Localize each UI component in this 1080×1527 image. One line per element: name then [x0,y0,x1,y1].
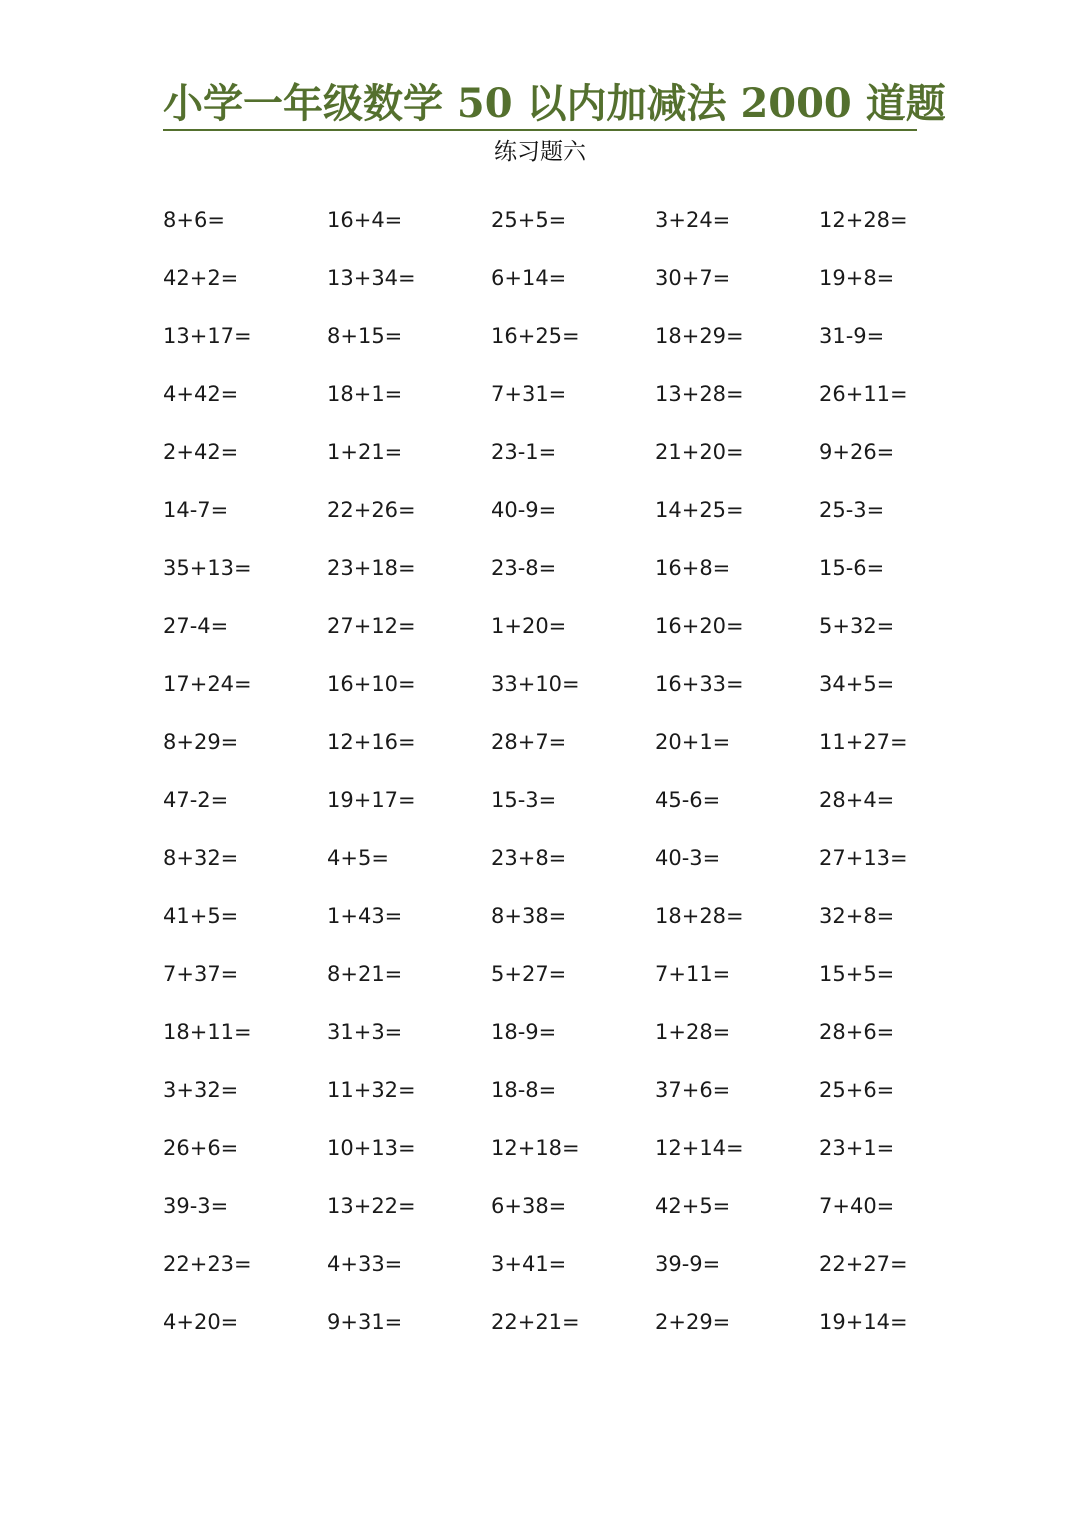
problem-item: 8+38= [491,904,567,928]
problem-item: 16+20= [655,614,744,638]
problem-item: 23+8= [491,846,567,870]
problem-item: 4+5= [327,846,389,870]
problem-item: 18-8= [491,1078,557,1102]
problem-item: 47-2= [163,788,229,812]
problem-item: 1+20= [491,614,567,638]
problem-item: 6+14= [491,266,567,290]
problem-item: 1+28= [655,1020,731,1044]
page-subtitle: 练习题六 [494,139,586,165]
problem-item: 25-3= [819,498,885,522]
problem-item: 12+18= [491,1136,580,1160]
problem-item: 31+3= [327,1020,403,1044]
problem-item: 13+28= [655,382,744,406]
problem-item: 25+6= [819,1078,895,1102]
problem-item: 7+31= [491,382,567,406]
problem-item: 16+25= [491,324,580,348]
problem-item: 2+42= [163,440,239,464]
problem-item: 8+6= [163,208,225,232]
problem-item: 40-3= [655,846,721,870]
problem-item: 41+5= [163,904,239,928]
problem-item: 18-9= [491,1020,557,1044]
problem-item: 19+8= [819,266,895,290]
problem-item: 8+32= [163,846,239,870]
problem-item: 30+7= [655,266,731,290]
problem-item: 15-6= [819,556,885,580]
problem-item: 28+6= [819,1020,895,1044]
problem-item: 9+31= [327,1310,403,1334]
problem-item: 12+16= [327,730,416,754]
problem-item: 7+40= [819,1194,895,1218]
problem-item: 18+1= [327,382,403,406]
problem-item: 15+5= [819,962,895,986]
problem-item: 26+11= [819,382,908,406]
problem-item: 33+10= [491,672,580,696]
problem-item: 15-3= [491,788,557,812]
problem-item: 11+32= [327,1078,416,1102]
problem-item: 22+23= [163,1252,252,1276]
problem-item: 12+14= [655,1136,744,1160]
problem-item: 22+27= [819,1252,908,1276]
problem-item: 11+27= [819,730,908,754]
problem-item: 19+17= [327,788,416,812]
problem-item: 8+15= [327,324,403,348]
problem-item: 8+29= [163,730,239,754]
problem-item: 32+8= [819,904,895,928]
problem-item: 28+7= [491,730,567,754]
title-underline [163,129,917,131]
problem-item: 16+8= [655,556,731,580]
problem-item: 4+42= [163,382,239,406]
problem-item: 10+13= [327,1136,416,1160]
problem-item: 13+34= [327,266,416,290]
problem-item: 18+29= [655,324,744,348]
problem-item: 28+4= [819,788,895,812]
problem-item: 42+5= [655,1194,731,1218]
problem-item: 22+21= [491,1310,580,1334]
problem-item: 17+24= [163,672,252,696]
problem-item: 23-1= [491,440,557,464]
problem-item: 2+29= [655,1310,731,1334]
problem-item: 16+10= [327,672,416,696]
problem-item: 21+20= [655,440,744,464]
problem-item: 3+24= [655,208,731,232]
problem-item: 7+11= [655,962,731,986]
problem-item: 27-4= [163,614,229,638]
problem-item: 7+37= [163,962,239,986]
problem-item: 31-9= [819,324,885,348]
problem-item: 16+4= [327,208,403,232]
problem-item: 22+26= [327,498,416,522]
problem-item: 34+5= [819,672,895,696]
problem-item: 3+32= [163,1078,239,1102]
problem-item: 45-6= [655,788,721,812]
problem-item: 27+12= [327,614,416,638]
problem-item: 12+28= [819,208,908,232]
problem-item: 23+18= [327,556,416,580]
problem-item: 25+5= [491,208,567,232]
problem-item: 4+20= [163,1310,239,1334]
problem-item: 13+17= [163,324,252,348]
problem-item: 1+43= [327,904,403,928]
problem-item: 16+33= [655,672,744,696]
problem-item: 35+13= [163,556,252,580]
page-title: 小学一年级数学 50 以内加减法 2000 道题 [163,80,946,127]
problem-item: 5+32= [819,614,895,638]
problem-item: 27+13= [819,846,908,870]
problem-item: 37+6= [655,1078,731,1102]
problem-item: 14-7= [163,498,229,522]
problem-grid [163,205,983,1365]
problem-item: 40-9= [491,498,557,522]
problem-item: 9+26= [819,440,895,464]
problem-item: 18+11= [163,1020,252,1044]
problem-item: 4+33= [327,1252,403,1276]
problem-item: 26+6= [163,1136,239,1160]
problem-item: 23-8= [491,556,557,580]
problem-item: 3+41= [491,1252,567,1276]
problem-item: 20+1= [655,730,731,754]
problem-item: 14+25= [655,498,744,522]
problem-item: 13+22= [327,1194,416,1218]
problem-item: 5+27= [491,962,567,986]
problem-item: 39-3= [163,1194,229,1218]
problem-item: 8+21= [327,962,403,986]
problem-item: 42+2= [163,266,239,290]
problem-item: 1+21= [327,440,403,464]
problem-item: 39-9= [655,1252,721,1276]
problem-item: 18+28= [655,904,744,928]
problem-item: 19+14= [819,1310,908,1334]
problem-item: 23+1= [819,1136,895,1160]
problem-item: 6+38= [491,1194,567,1218]
